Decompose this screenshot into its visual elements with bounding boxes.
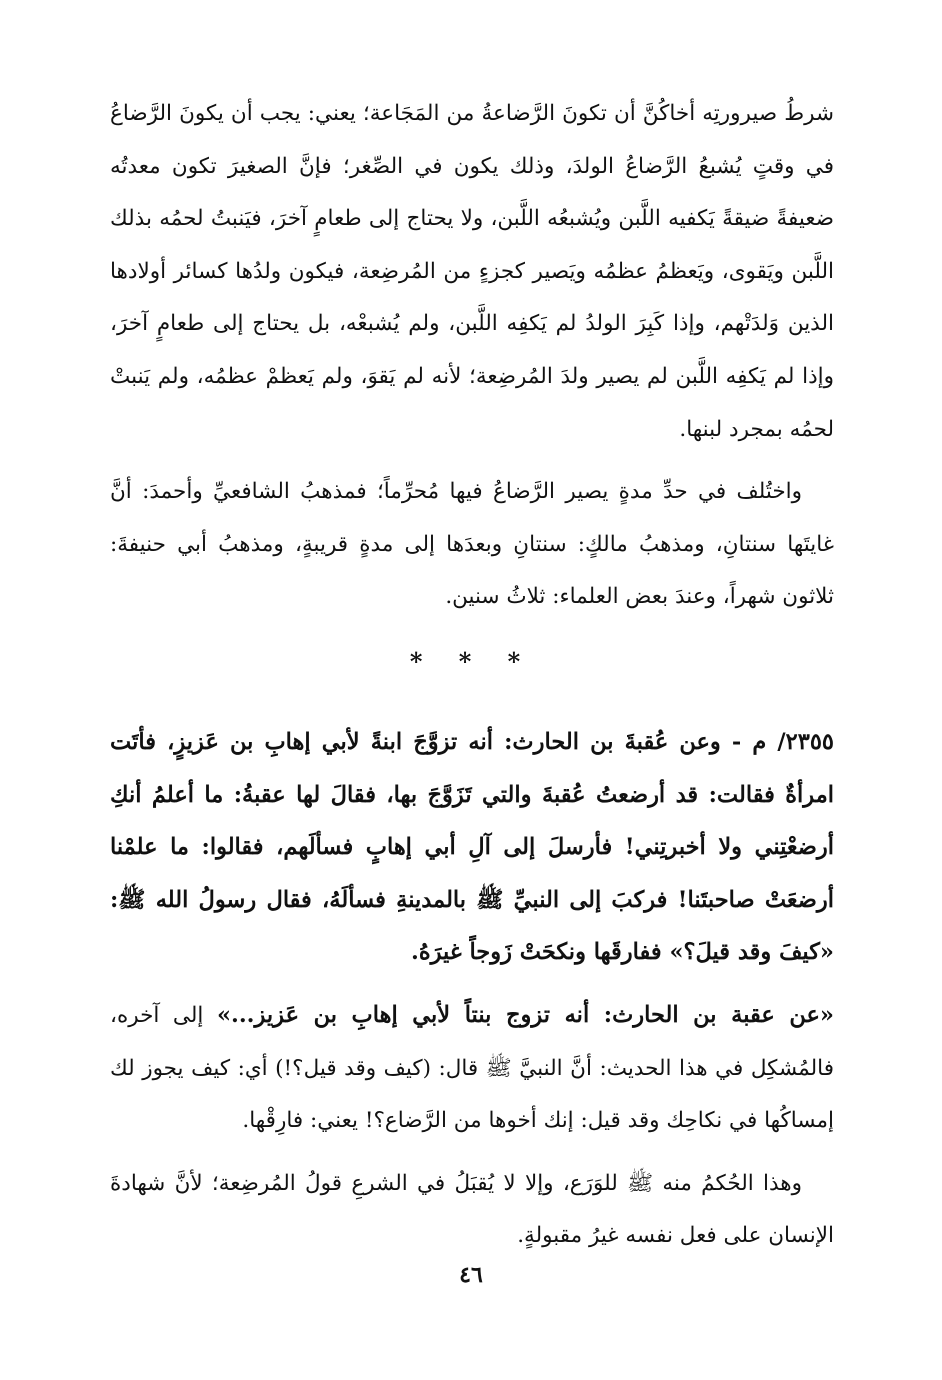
intro-paragraph: شرطُ صيرورتِه أخاكُنَّ أن تكونَ الرَّضاعةُ من المَجَاعة؛ يعني: يجب أن يكونَ الرَّضاعُ في وقتٍ يُشبعُ الرَّضاعُ الولدَ، وذلك يكون في الصِّغر؛ فإنَّ الصغيرَ تكون معدتُه ضعيفةً ضيقةً يَكفيه اللَّبن ويُشبعُه اللَّبن، ولا يحتاج إلى طعامٍ آخرَ، فيَنبتُ لحمُه بذلك اللَّبن ويَقوى، ويَعظمُ عظمُه ويَصير كجزءٍ من المُرضِعة، فيكون ولدُها كسائر أولادها الذين وَلدَتْهم، وإذا كَبِرَ الولدُ لم يَكفِه اللَّبن، ولم يُشبعْه، بل يحتاج إلى طعامٍ آخرَ، وإذا لم يَكفِه اللَّبن لم يصير ولدَ المُرضِعة؛ لأنه لم يَقوَ، ولم يَعظمْ عظمُه، ولم يَنبتْ لحمُه بمجرد لبنها.: [110, 101, 834, 442]
commentary-paragraph: [110, 989, 834, 1148]
commentary-text: إلى آخره، فالمُشكِل في هذا الحديث: أنَّ النبيَّ ﷺ قال: (كيف وقد قيل؟!) أي: كيف يجوز لك إمساكُها في نكاحِك وقد قيل: إنك أخوها من الرَّضاع؟! يعني: فارِقْها.: [110, 1002, 834, 1134]
commentary-quote: «عن عقبة بن الحارث: أنه تزوج بنتاً لأبي إهابِ بن عَزيز...»: [216, 1001, 834, 1028]
difference-paragraph: واختُلف في حدِّ مدةٍ يصير الرَّضاعُ فيها مُحرِّماً؛ فمذهبُ الشافعيِّ وأحمدَ: أنَّ غايتَها سنتانِ، ومذهبُ مالكٍ: سنتانِ وبعدَها إلى مدةٍ قريبةٍ، ومذهبُ أبي حنيفةَ: ثلاثون شهراً، وعندَ بعض العلماء: ثلاثُ سنين.: [110, 479, 834, 610]
hadith-paragraph: ٢٣٥٥/ م - وعن عُقبةَ بن الحارث: أنه تزوَّجَ ابنةً لأبي إهابِ بن عَزيزٍ، فأتَت امرأةٌ فقالت: قد أرضعتُ عُقبةَ والتي تَزَوَّجَ بها، فقالَ لها عقبةُ: ما أعلمُ أنكِ أرضعْتِني ولا أخبرتِني! فأرسلَ إلى آلِ أبي إهابٍ فسألَهم، فقالوا: ما علمْنا أرضعَتْ صاحبتَنا! فركبَ إلى النبيِّ ﷺ بالمدينةِ فسألَهُ، فقال رسولُ الله ﷺ: «كيفَ وقد قيلَ؟» ففارقَها ونكحَتْ زَوجاً غيرَهُ.: [110, 728, 834, 966]
page-number: ٤٦: [459, 1262, 483, 1288]
section-separator: * * *: [409, 646, 535, 676]
conclusion-paragraph: وهذا الحُكمُ منه ﷺ للوَرَع، وإلا لا يُقبَلُ في الشرعِ قولُ المُرضِعة؛ لأنَّ شهادةَ الإنسان على فعل نفسه غيرُ مقبولةٍ.: [110, 1170, 834, 1249]
page-body: [110, 88, 834, 1263]
